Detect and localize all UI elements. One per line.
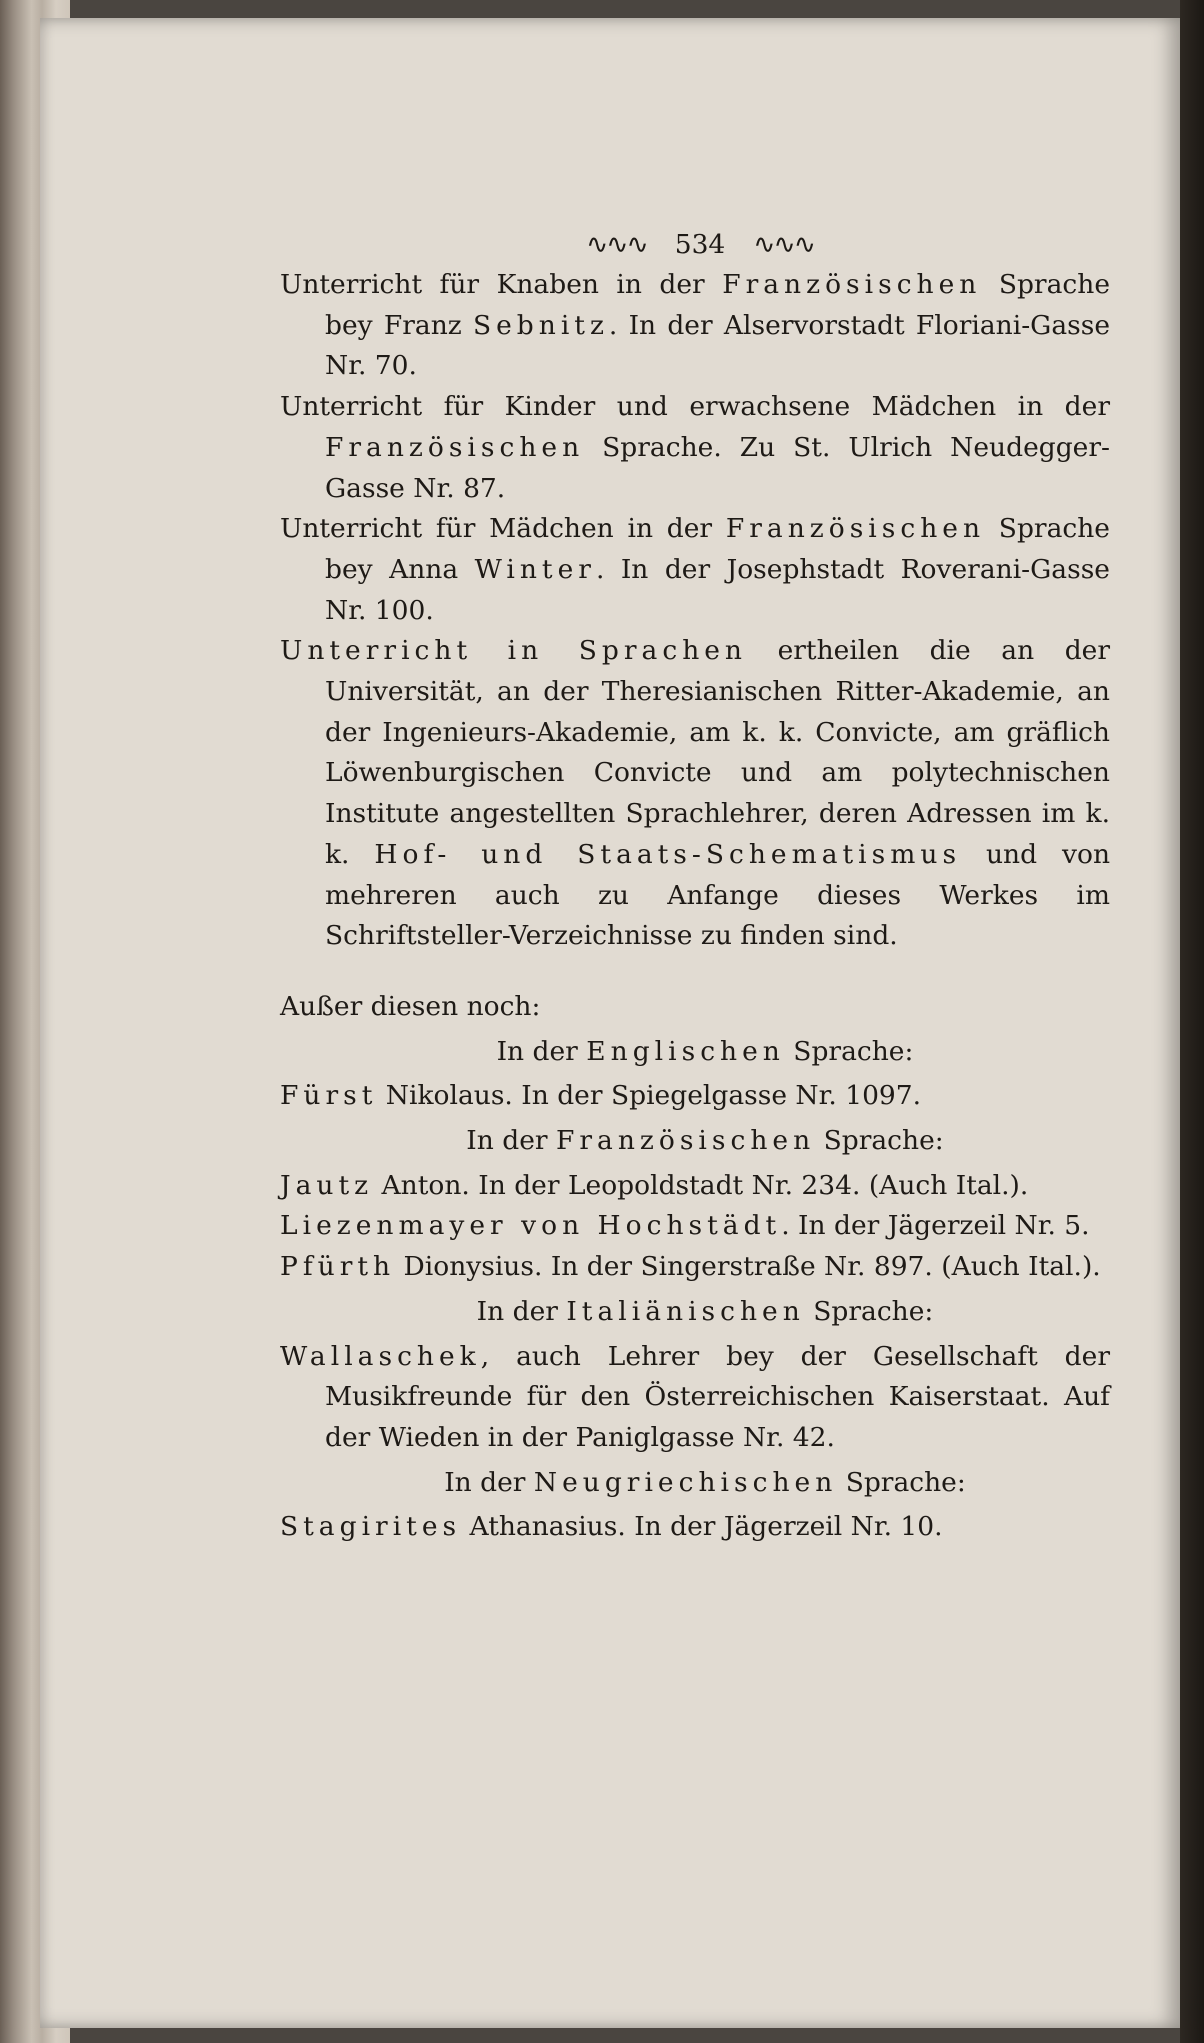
section-title-french: In der Französischen Sprache:	[466, 1125, 944, 1157]
entry-winter: Unterricht für Mädchen in der Französischen Sprache bey Anna Winter. In der Josephstadt Roverani-Gasse Nr. 100.	[280, 513, 1110, 626]
entry-fuerst: Fürst Nikolaus. In der Spiegelgasse Nr. 1097.	[280, 1080, 922, 1112]
page-number: 534	[674, 229, 726, 260]
header-flourish-left: ∿∿∿	[586, 229, 647, 260]
entry-wallaschek: Wallaschek, auch Lehrer bey der Gesellschaft der Musikfreunde für den Österreichischen Kaiserstaat. Auf der Wieden in der Paniglgasse Nr. 42.	[280, 1340, 1110, 1453]
entry-liezenmayer: Liezenmayer von Hochstädt. In der Jägerzeil Nr. 5.	[280, 1210, 1090, 1242]
entry-jautz: Jautz Anton. In der Leopoldstadt Nr. 234. (Auch Ital.).	[280, 1169, 1029, 1201]
extra-heading: Außer diesen noch:	[280, 990, 541, 1022]
page-header	[280, 225, 1110, 265]
entry-pfuerth: Pfürth Dionysius. In der Singerstraße Nr. 897. (Auch Ital.).	[280, 1251, 1101, 1283]
text-block	[280, 225, 1110, 1548]
header-flourish-right: ∿∿∿	[753, 229, 814, 260]
book-cover-edge	[1180, 0, 1204, 2043]
section-title-italian: In der Italiänischen Sprache:	[476, 1295, 934, 1327]
entry-sprachlehrer: Unterricht in Sprachen ertheilen die an der Universität, an der Theresianischen Ritter-Akademie, an der Ingenieurs-Akademie, am k. k. Convicte, am gräflich Löwenburgischen Convicte und am polytechnischen Institute angestellten Sprachlehrer, deren Adressen im k. k. Hof- und Staats-Schematismus und von mehreren auch zu Anfange dieses Werkes im Schriftsteller-Verzeichnisse zu finden sind.	[280, 635, 1111, 952]
entry-stagirites: Stagirites Athanasius. In der Jägerzeil Nr. 10.	[280, 1511, 943, 1543]
entry-sebnitz: Unterricht für Knaben in der Französischen Sprache bey Franz Sebnitz. In der Alservorstadt Floriani-Gasse Nr. 70.	[280, 269, 1110, 382]
section-title-english: In der Englischen Sprache:	[496, 1035, 914, 1067]
section-title-greek: In der Neugriechischen Sprache:	[444, 1466, 966, 1498]
entry-neudegger: Unterricht für Kinder und erwachsene Mädchen in der Französischen Sprache. Zu St. Ulrich Neudegger-Gasse Nr. 87.	[280, 391, 1110, 504]
